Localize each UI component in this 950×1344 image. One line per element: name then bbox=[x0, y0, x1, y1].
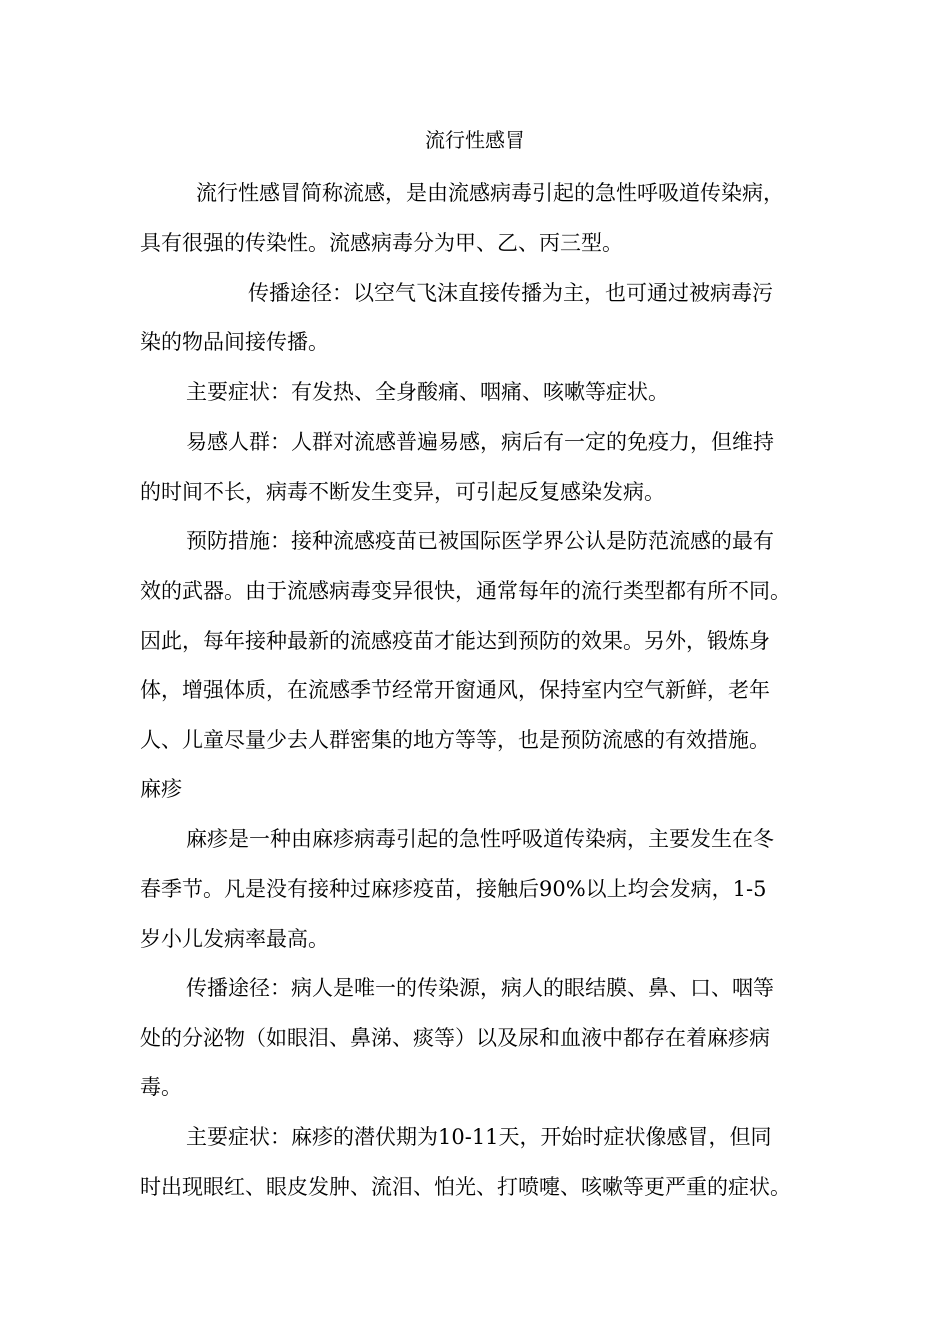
section-heading: 麻疹 bbox=[140, 777, 182, 801]
text-line: 的时间不长，病毒不断发生变异，可引起反复感染发病。 bbox=[140, 480, 665, 504]
text-line: 效的武器。由于流感病毒变异很快，通常每年的流行类型都有所不同。 bbox=[140, 579, 791, 603]
text-line: 毒。 bbox=[140, 1075, 182, 1099]
text-line: 麻疹是一种由麻疹病毒引起的急性呼吸道传染病，主要发生在冬 bbox=[186, 827, 774, 851]
text-line: 预防措施：接种流感疫苗已被国际医学界公认是防范流感的最有 bbox=[186, 529, 774, 553]
text-line: 时出现眼红、眼皮发肿、流泪、怕光、打喷嚏、咳嗽等更严重的症状。 bbox=[140, 1175, 791, 1199]
text-line: 传播途径：以空气飞沫直接传播为主，也可通过被病毒污 bbox=[248, 281, 773, 305]
text-line: 体，增强体质，在流感季节经常开窗通风，保持室内空气新鲜，老年 bbox=[140, 678, 770, 702]
text-line: 春季节。凡是没有接种过麻疹疫苗，接触后90%以上均会发病，1-5 bbox=[140, 877, 767, 901]
text-line: 人、儿童尽量少去人群密集的地方等等，也是预防流感的有效措施。 bbox=[140, 728, 770, 752]
text-line: 处的分泌物（如眼泪、鼻涕、痰等）以及尿和血液中都存在着麻疹病 bbox=[140, 1026, 770, 1050]
text-line: 易感人群：人群对流感普遍易感，病后有一定的免疫力，但维持 bbox=[186, 430, 774, 454]
text-line: 具有很强的传染性。流感病毒分为甲、乙、丙三型。 bbox=[140, 231, 623, 255]
text-line: 传播途径：病人是唯一的传染源，病人的眼结膜、鼻、口、咽等 bbox=[186, 976, 774, 1000]
text-line: 染的物品间接传播。 bbox=[140, 330, 329, 354]
text-line: 流行性感冒简称流感，是由流感病毒引起的急性呼吸道传染病， bbox=[196, 181, 784, 205]
document-title: 流行性感冒 bbox=[425, 128, 525, 152]
text-line: 主要症状：有发热、全身酸痛、咽痛、咳嗽等症状。 bbox=[186, 380, 669, 404]
text-line: 因此，每年接种最新的流感疫苗才能达到预防的效果。另外，锻炼身 bbox=[140, 629, 770, 653]
text-line: 岁小儿发病率最高。 bbox=[140, 927, 329, 951]
text-line: 主要症状：麻疹的潜伏期为10-11天，开始时症状像感冒，但同 bbox=[186, 1125, 772, 1149]
